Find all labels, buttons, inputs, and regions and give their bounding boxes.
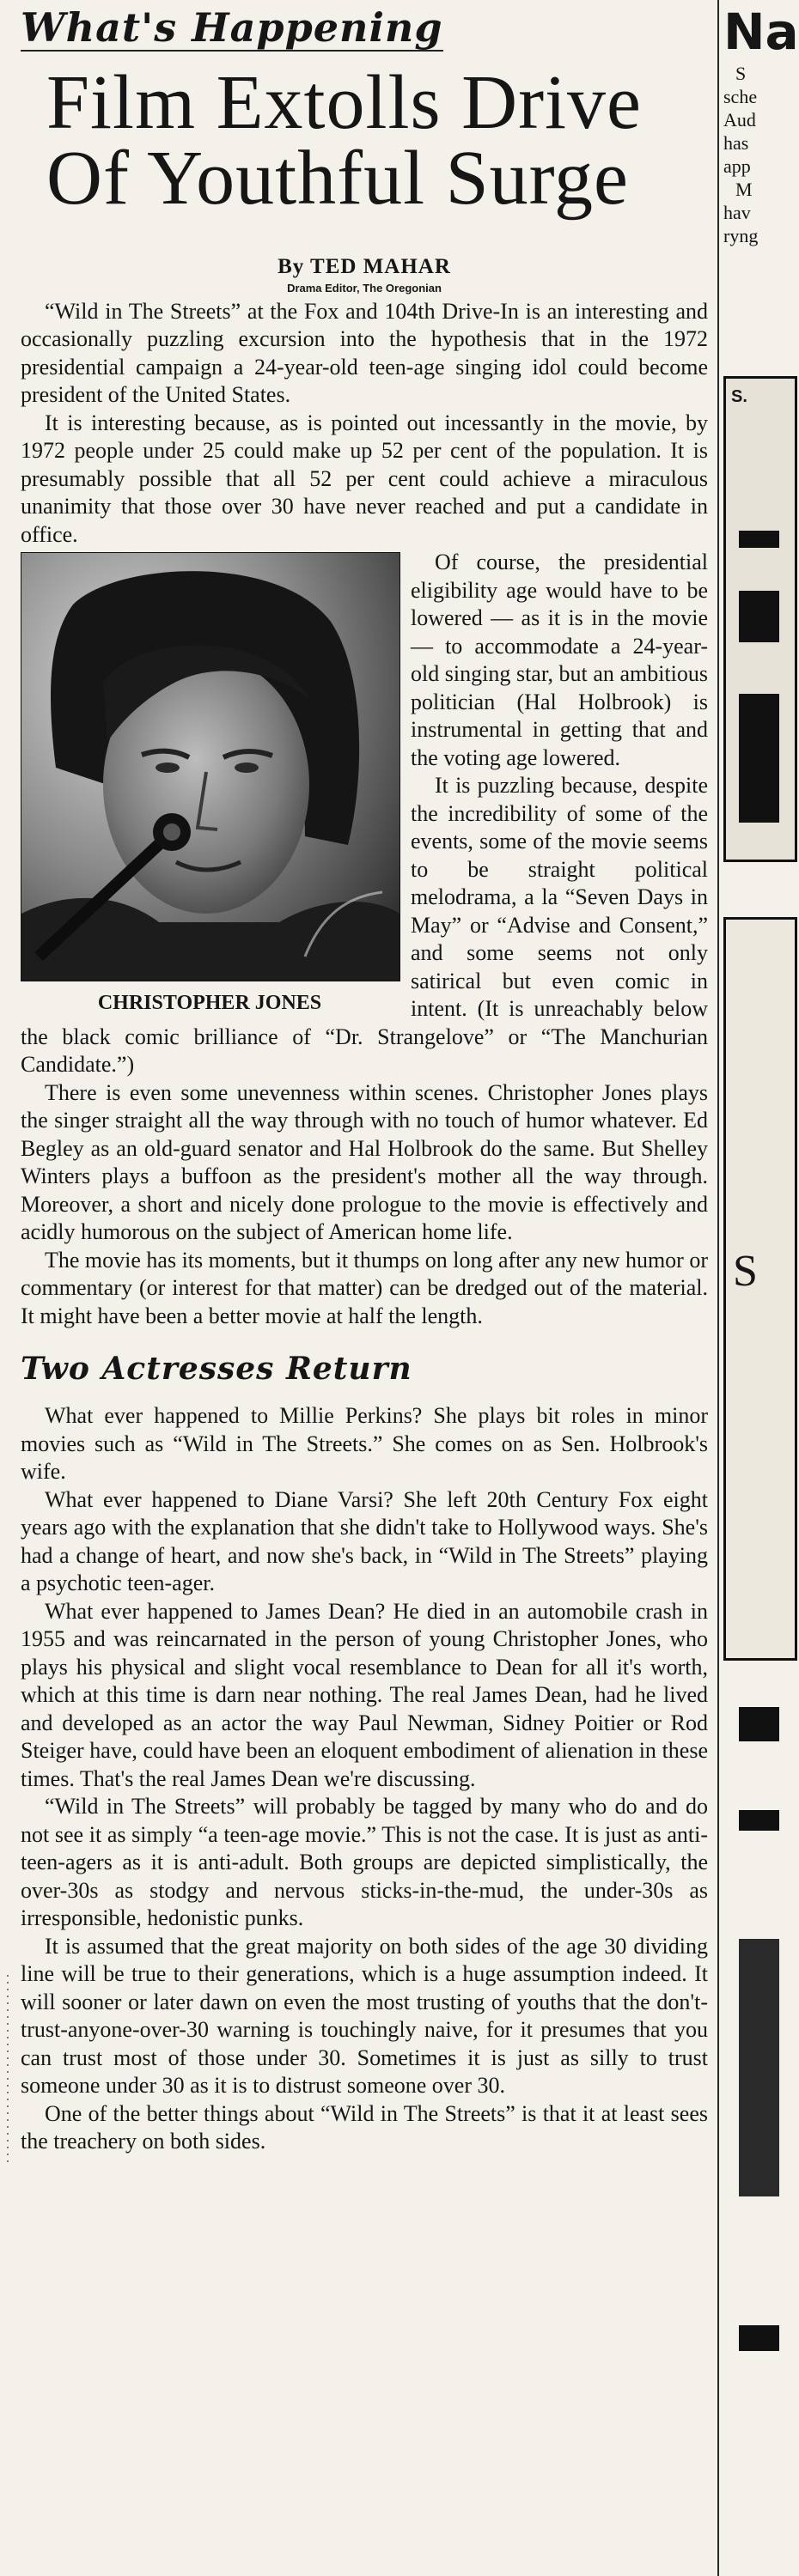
- photo-wrap-section: [21, 549, 708, 1079]
- ad-graphic: [739, 1939, 779, 2196]
- neighbor-ad-letter: S: [733, 1247, 758, 1296]
- paragraph: What ever happened to Diane Varsi? She left 20th Century Fox eight years ago with the explanation that she didn't take to Hollywood ways. She's had a change of heart, and now she's back, in “Wild in The Streets” playing a psychotic teen-ager.: [21, 1486, 708, 1596]
- neighbor-ad-box: [723, 917, 797, 1661]
- ad-graphic: [739, 1707, 779, 1741]
- byline: By TED MAHAR: [278, 254, 451, 278]
- photo-block: [21, 552, 399, 1015]
- ad-graphic: [739, 694, 779, 823]
- neighbor-text-fragment: has: [723, 132, 749, 154]
- print-marks: [3, 1975, 12, 2164]
- paragraph: The movie has its moments, but it thumps on long after any new humor or commentary (or interest for that matter) can be dredged out of the material. It might have been a better movie at half the length.: [21, 1247, 708, 1328]
- neighbor-text-fragment: hav: [723, 202, 751, 223]
- paragraph: What ever happened to Millie Perkins? She plays bit roles in minor movies such as “Wild in The Streets.” She comes on as Sen. Holbrook's wife.: [21, 1403, 708, 1485]
- neighbor-text-fragment: S: [735, 63, 747, 84]
- neighbor-text-fragment: M: [735, 179, 753, 200]
- paragraph: It is interesting because, as is pointed out incessantly in the movie, by 1972 people under 25 could make up 52 per cent of the population. It is presumably possible that all 52 per cent could achieve a miraculous unanimity that those over 30 have never reached and put a candidate in office.: [21, 410, 708, 547]
- neighbor-text-fragment: sche: [723, 86, 758, 107]
- neighbor-text-fragment: ryng: [723, 225, 759, 246]
- paragraph: “Wild in The Streets” at the Fox and 104th Drive-In is an interesting and occasionally puzzling excursion into the hypothesis that in the 1972 presidential campaign a 24-year-old teen-age singing idol could become president of the United States.: [21, 298, 708, 408]
- headline-line-1: Film Extolls Drive: [46, 60, 642, 146]
- neighbor-ad-label: S.: [731, 387, 747, 406]
- photo-caption: CHRISTOPHER JONES: [97, 992, 322, 1015]
- portrait-photo: [21, 552, 400, 981]
- subheading: Two Actresses Return: [21, 1351, 412, 1388]
- paragraph: It is puzzling because, despite the incredibility of some of the events, some of the movie seems to be straight political melodrama, a la “Seven Days in May” or “Advise and Consent,” and some seems not only satirical but even comic in intent. (It is unreachably below the black comic brilliance of “Dr. Strangelove” or “The Manchurian Candidate.”): [21, 773, 708, 1078]
- byline-block: [21, 255, 708, 295]
- portrait-photo-art: [21, 553, 400, 981]
- paragraph: Of course, the presidential eligibility age would have to be lowered — as it is in the movie — to accommodate a 24-year-old singing star, but an ambitious politician (Hal Holbrook) is instrumental in getting that and the voting age lowered.: [411, 550, 708, 770]
- paragraph: It is assumed that the great majority on both sides of the age 30 dividing line will be true to their generations, which is a huge assumption indeed. It will sooner or later dawn on even the most trusting of youths that the don't-trust-anyone-over-30 warning is touchingly naive, for it presumes that you can trust most of those under 30. Sometimes it is just as silly to trust someone under 30 as it is to distrust someone over 30.: [21, 1933, 708, 2099]
- neighbor-column: [723, 3, 799, 2574]
- paragraph: There is even some unevenness within scenes. Christopher Jones plays the singer straight all the way through with no touch of humor whatever. Ed Begley as an old-guard senator and Hal Holbrook do the same. But Shelley Winters plays a buffoon as the president's mother all the way through. Moreover, a short and nicely done prologue to the movie is effectively and acidly humorous on the subject of American home life.: [21, 1079, 708, 1245]
- ad-graphic: [739, 2325, 779, 2351]
- neighbor-headline-fragment: Na: [723, 3, 799, 61]
- neighbor-text-fragment: Aud: [723, 109, 756, 131]
- neighbor-text-fragment: app: [723, 155, 751, 177]
- ad-graphic: [739, 591, 779, 642]
- article: [21, 4, 708, 2571]
- section-kicker: What's Happening: [21, 4, 443, 51]
- column-rule: [717, 0, 719, 2576]
- byline-title: Drama Editor, The Oregonian: [287, 281, 442, 295]
- paragraph: What ever happened to James Dean? He died in an automobile crash in 1955 and was reincarnated in the person of young Christopher Jones, who plays his physical and slight vocal resemblance to Dean for all it's worth, which at this time is darn near nothing. The real James Dean, had he lived and developed as an actor the way Paul Newman, Sidney Poitier or Rod Steiger have, could have been an eloquent embodiment of alienation in these times. That's the real James Dean we're discussing.: [21, 1598, 708, 1791]
- ad-graphic: [739, 1810, 779, 1831]
- paragraph: “Wild in The Streets” will probably be tagged by many who do and do not see it as simply “a teen-age movie.” This is not the case. It is just as anti-teen-agers as it is anti-adult. Both groups are depicted simplistically, the over-30s as stodgy and nervous sticks-in-the-mud, the under-30s as irresponsible, hedonistic punks.: [21, 1794, 708, 1931]
- ad-graphic: [739, 531, 779, 548]
- headline: [46, 60, 708, 222]
- headline-line-2: Of Youthful Surge: [46, 136, 629, 222]
- paragraph: One of the better things about “Wild in The Streets” is that it at least sees the treachery on both sides.: [21, 2100, 708, 2154]
